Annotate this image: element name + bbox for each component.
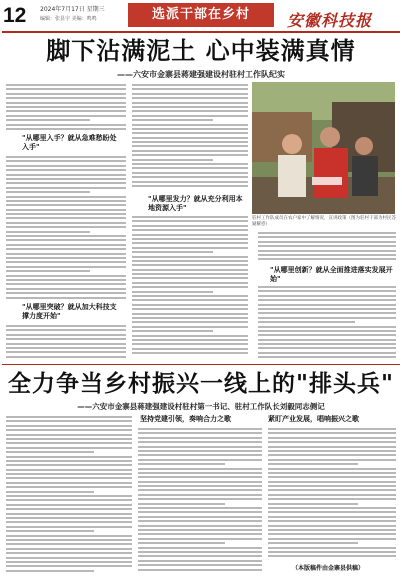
text-line-placeholder <box>138 529 262 531</box>
text-line-placeholder <box>6 124 126 126</box>
text-line-placeholder <box>132 220 248 222</box>
text-line-placeholder <box>6 517 132 519</box>
text-line-placeholder <box>258 254 396 256</box>
text-line-placeholder <box>268 516 396 518</box>
article1-headline: 脚下沾满泥土 心中装满真情 <box>46 37 356 65</box>
page-number: 12 <box>3 4 27 27</box>
text-line-placeholder <box>6 239 126 241</box>
text-line-placeholder <box>268 503 358 505</box>
text-line-placeholder <box>268 446 396 448</box>
text-line-placeholder <box>132 269 248 271</box>
text-line-placeholder <box>132 172 248 174</box>
text-line-placeholder <box>258 295 396 297</box>
article1-subhead-3: "从哪里发力？就从充分利用本地资源入手" <box>148 195 243 212</box>
text-line-placeholder <box>132 335 248 337</box>
text-line-placeholder <box>138 511 262 513</box>
text-line-placeholder <box>132 141 248 143</box>
text-line-placeholder <box>132 176 248 178</box>
newspaper-brand: 安徽科技报 <box>287 11 373 30</box>
text-line-placeholder <box>132 137 248 139</box>
text-line-placeholder <box>132 163 248 165</box>
text-line-placeholder <box>6 257 126 259</box>
text-line-placeholder <box>132 159 213 161</box>
text-line-placeholder <box>6 543 132 545</box>
text-line-placeholder <box>138 454 262 456</box>
article2-body-col3 <box>268 428 396 560</box>
text-line-placeholder <box>132 343 248 345</box>
text-line-placeholder <box>268 555 396 557</box>
text-line-placeholder <box>138 459 262 461</box>
text-line-placeholder <box>6 434 132 436</box>
text-line-placeholder <box>6 88 126 90</box>
text-line-placeholder <box>6 248 126 250</box>
text-line-placeholder <box>132 106 248 108</box>
text-line-placeholder <box>268 437 396 439</box>
text-line-placeholder <box>6 261 126 263</box>
text-line-placeholder <box>268 485 396 487</box>
text-line-placeholder <box>138 520 262 522</box>
text-line-placeholder <box>6 270 90 272</box>
text-line-placeholder <box>258 347 396 349</box>
article1-photo <box>252 82 395 214</box>
text-line-placeholder <box>138 564 262 566</box>
text-line-placeholder <box>6 115 126 117</box>
text-line-placeholder <box>258 356 396 358</box>
article1-subheadline: ——六安市金寨县蒋建强建设村驻村工作队纪实 <box>117 70 285 79</box>
text-line-placeholder <box>132 260 248 262</box>
text-line-placeholder <box>132 295 248 297</box>
text-line-placeholder <box>132 115 248 117</box>
text-line-placeholder <box>268 459 396 461</box>
text-line-placeholder <box>6 244 126 246</box>
text-line-placeholder <box>6 491 94 493</box>
text-line-placeholder <box>6 442 132 444</box>
text-line-placeholder <box>6 93 126 95</box>
text-line-placeholder <box>132 273 248 275</box>
text-line-placeholder <box>138 551 262 553</box>
text-line-placeholder <box>258 334 396 336</box>
text-line-placeholder <box>6 561 132 563</box>
text-line-placeholder <box>138 494 262 496</box>
text-line-placeholder <box>138 450 262 452</box>
text-line-placeholder <box>268 533 396 535</box>
editors-line: 编辑：张显宇 美编：鸣鸣 <box>40 16 97 22</box>
article2-subhead-1: 坚持党建引领，奏响合力之歌 <box>140 415 231 423</box>
article1-body-col2-a <box>132 84 248 192</box>
text-line-placeholder <box>268 547 396 549</box>
text-line-placeholder <box>132 229 248 231</box>
text-line-placeholder <box>6 200 126 202</box>
text-line-placeholder <box>268 481 396 483</box>
text-line-placeholder <box>258 286 396 288</box>
text-line-placeholder <box>258 290 396 292</box>
text-line-placeholder <box>132 299 248 301</box>
text-line-placeholder <box>6 235 126 237</box>
text-line-placeholder <box>6 182 126 184</box>
text-line-placeholder <box>6 84 126 86</box>
text-line-placeholder <box>258 241 396 243</box>
text-line-placeholder <box>258 317 396 319</box>
text-line-placeholder <box>6 283 126 285</box>
text-line-placeholder <box>6 526 132 528</box>
text-line-placeholder <box>258 352 396 354</box>
article1-body-col2-b <box>132 216 248 361</box>
text-line-placeholder <box>6 504 132 506</box>
text-line-placeholder <box>6 213 126 215</box>
text-line-placeholder <box>6 102 126 104</box>
text-line-placeholder <box>132 150 248 152</box>
text-line-placeholder <box>6 557 132 559</box>
text-line-placeholder <box>138 481 262 483</box>
text-line-placeholder <box>138 446 262 448</box>
text-line-placeholder <box>6 292 126 294</box>
text-line-placeholder <box>132 308 248 310</box>
text-line-placeholder <box>6 191 90 193</box>
text-line-placeholder <box>6 356 126 358</box>
text-line-placeholder <box>132 167 248 169</box>
article1-body-col3-a <box>258 232 396 262</box>
article2-subhead-2: 紧盯产业发展，唱响振兴之歌 <box>268 415 359 423</box>
text-line-placeholder <box>138 507 262 509</box>
article2-headline: 全力争当乡村振兴一线上的"排头兵" <box>8 371 394 397</box>
text-line-placeholder <box>6 438 132 440</box>
text-line-placeholder <box>132 326 248 328</box>
article1-body-col1-b <box>6 156 126 301</box>
text-line-placeholder <box>132 348 248 350</box>
text-line-placeholder <box>6 530 94 532</box>
text-line-placeholder <box>6 420 132 422</box>
text-line-placeholder <box>138 569 262 571</box>
text-line-placeholder <box>132 84 248 86</box>
text-line-placeholder <box>138 525 262 527</box>
text-line-placeholder <box>6 535 132 537</box>
text-line-placeholder <box>132 313 248 315</box>
text-line-placeholder <box>132 102 248 104</box>
article1-body-col1-c <box>6 325 126 361</box>
text-line-placeholder <box>6 521 132 523</box>
text-line-placeholder <box>268 529 396 531</box>
text-line-placeholder <box>132 238 248 240</box>
text-line-placeholder <box>132 291 213 293</box>
text-line-placeholder <box>138 489 262 491</box>
text-line-placeholder <box>6 548 132 550</box>
text-line-placeholder <box>132 352 248 354</box>
text-line-placeholder <box>268 489 396 491</box>
article1-subhead-4: "从哪里创新？就从全面推进落实发展开始" <box>270 266 393 283</box>
text-line-placeholder <box>138 533 262 535</box>
text-line-placeholder <box>6 231 90 233</box>
article1-subhead-2: "从哪里突破？就从加大科技支撑力度开始" <box>22 303 117 320</box>
text-line-placeholder <box>258 343 396 345</box>
text-line-placeholder <box>6 473 132 475</box>
text-line-placeholder <box>6 222 126 224</box>
text-line-placeholder <box>6 204 126 206</box>
article2-source-note: （本版稿件由金寨县供稿） <box>292 565 365 572</box>
issue-date: 2024年7月17日 星期三 <box>40 6 105 13</box>
text-line-placeholder <box>138 560 262 562</box>
text-line-placeholder <box>6 156 126 158</box>
village-scene-image <box>252 82 395 214</box>
text-line-placeholder <box>6 110 126 112</box>
text-line-placeholder <box>268 476 396 478</box>
text-line-placeholder <box>6 451 94 453</box>
text-line-placeholder <box>6 552 132 554</box>
text-line-placeholder <box>268 525 396 527</box>
article2-body-col2 <box>138 428 262 574</box>
text-line-placeholder <box>138 432 262 434</box>
text-line-placeholder <box>268 542 358 544</box>
text-line-placeholder <box>6 288 126 290</box>
text-line-placeholder <box>132 256 248 258</box>
text-line-placeholder <box>268 454 396 456</box>
article2-body-col1 <box>6 416 132 574</box>
text-line-placeholder <box>6 226 126 228</box>
text-line-placeholder <box>268 450 396 452</box>
text-line-placeholder <box>268 520 396 522</box>
text-line-placeholder <box>132 242 248 244</box>
text-line-placeholder <box>6 482 132 484</box>
text-line-placeholder <box>132 88 248 90</box>
text-line-placeholder <box>132 110 248 112</box>
text-line-placeholder <box>268 468 396 470</box>
text-line-placeholder <box>6 539 132 541</box>
text-line-placeholder <box>258 304 396 306</box>
text-line-placeholder <box>258 258 396 260</box>
text-line-placeholder <box>258 299 396 301</box>
text-line-placeholder <box>6 570 94 572</box>
column-title: 选派干部在乡村 <box>128 3 274 27</box>
text-line-placeholder <box>132 124 248 126</box>
text-line-placeholder <box>268 498 396 500</box>
text-line-placeholder <box>6 499 132 501</box>
text-line-placeholder <box>6 329 126 331</box>
text-line-placeholder <box>138 472 262 474</box>
text-line-placeholder <box>132 304 248 306</box>
text-line-placeholder <box>132 339 248 341</box>
text-line-placeholder <box>6 209 126 211</box>
text-line-placeholder <box>132 145 248 147</box>
text-line-placeholder <box>6 275 126 277</box>
text-line-placeholder <box>6 425 132 427</box>
text-line-placeholder <box>6 196 126 198</box>
section-divider <box>2 364 400 365</box>
text-line-placeholder <box>6 347 126 349</box>
text-line-placeholder <box>138 437 262 439</box>
text-line-placeholder <box>138 516 262 518</box>
text-line-placeholder <box>6 464 132 466</box>
text-line-placeholder <box>258 308 396 310</box>
text-line-placeholder <box>6 165 126 167</box>
text-line-placeholder <box>268 507 396 509</box>
text-line-placeholder <box>6 460 132 462</box>
text-line-placeholder <box>268 428 396 430</box>
text-line-placeholder <box>6 447 132 449</box>
text-line-placeholder <box>138 503 225 505</box>
article1-body-col1-a <box>6 84 126 132</box>
text-line-placeholder <box>138 476 262 478</box>
text-line-placeholder <box>132 234 248 236</box>
text-line-placeholder <box>6 119 90 121</box>
text-line-placeholder <box>132 282 248 284</box>
text-line-placeholder <box>132 93 248 95</box>
text-line-placeholder <box>138 441 262 443</box>
article2-subheadline: ——六安市金寨县蒋建强建设村驻村第一书记、驻村工作队长刘毅同志侧记 <box>77 402 325 411</box>
text-line-placeholder <box>268 441 396 443</box>
text-line-placeholder <box>258 312 396 314</box>
text-line-placeholder <box>138 485 262 487</box>
text-line-placeholder <box>138 538 262 540</box>
text-line-placeholder <box>138 542 225 544</box>
text-line-placeholder <box>268 432 396 434</box>
masthead <box>0 0 402 34</box>
text-line-placeholder <box>138 547 262 549</box>
text-line-placeholder <box>6 508 132 510</box>
text-line-placeholder <box>268 472 396 474</box>
text-line-placeholder <box>268 494 396 496</box>
text-line-placeholder <box>6 97 126 99</box>
text-line-placeholder <box>268 511 396 513</box>
text-line-placeholder <box>138 468 262 470</box>
text-line-placeholder <box>6 429 132 431</box>
text-line-placeholder <box>6 106 126 108</box>
text-line-placeholder <box>132 286 248 288</box>
text-line-placeholder <box>6 217 126 219</box>
text-line-placeholder <box>132 216 248 218</box>
text-line-placeholder <box>138 463 225 465</box>
text-line-placeholder <box>6 253 126 255</box>
text-line-placeholder <box>258 236 396 238</box>
text-line-placeholder <box>258 339 396 341</box>
text-line-placeholder <box>6 495 132 497</box>
text-line-placeholder <box>6 343 126 345</box>
text-line-placeholder <box>132 264 248 266</box>
text-line-placeholder <box>6 469 132 471</box>
text-line-placeholder <box>6 416 132 418</box>
text-line-placeholder <box>258 250 396 252</box>
text-line-placeholder <box>132 225 248 227</box>
text-line-placeholder <box>132 181 248 183</box>
text-line-placeholder <box>132 185 248 187</box>
text-line-placeholder <box>258 321 355 323</box>
text-line-placeholder <box>132 317 248 319</box>
text-line-placeholder <box>132 321 248 323</box>
text-line-placeholder <box>6 266 126 268</box>
article1-subhead-1: "从哪里入手？就从急难愁盼处入手" <box>22 134 117 151</box>
text-line-placeholder <box>6 297 126 299</box>
text-line-placeholder <box>258 326 396 328</box>
photo-caption: 驻村工作队成员在农户家中了解情况，宣讲政策（图为驻村干部为村民答疑解惑） <box>252 216 396 227</box>
text-line-placeholder <box>6 565 132 567</box>
text-line-placeholder <box>258 245 396 247</box>
text-line-placeholder <box>138 498 262 500</box>
text-line-placeholder <box>268 463 358 465</box>
text-line-placeholder <box>132 128 248 130</box>
text-line-placeholder <box>258 232 396 234</box>
text-line-placeholder <box>132 132 248 134</box>
text-line-placeholder <box>6 456 132 458</box>
text-line-placeholder <box>6 187 126 189</box>
text-line-placeholder <box>6 338 126 340</box>
text-line-placeholder <box>6 486 132 488</box>
text-line-placeholder <box>258 330 396 332</box>
text-line-placeholder <box>132 119 213 121</box>
text-line-placeholder <box>6 160 126 162</box>
text-line-placeholder <box>6 169 126 171</box>
text-line-placeholder <box>132 277 248 279</box>
text-line-placeholder <box>6 128 126 130</box>
text-line-placeholder <box>6 351 126 353</box>
text-line-placeholder <box>132 247 248 249</box>
text-line-placeholder <box>132 154 248 156</box>
text-line-placeholder <box>6 477 132 479</box>
text-line-placeholder <box>6 178 126 180</box>
text-line-placeholder <box>6 334 126 336</box>
text-line-placeholder <box>132 97 248 99</box>
article1-body-col3-b <box>258 286 396 360</box>
text-line-placeholder <box>138 555 262 557</box>
text-line-placeholder <box>6 174 126 176</box>
text-line-placeholder <box>6 279 126 281</box>
text-line-placeholder <box>132 330 213 332</box>
text-line-placeholder <box>138 428 262 430</box>
text-line-placeholder <box>6 513 132 515</box>
text-line-placeholder <box>268 538 396 540</box>
text-line-placeholder <box>268 551 396 553</box>
text-line-placeholder <box>6 325 126 327</box>
text-line-placeholder <box>132 251 213 253</box>
masthead-rule <box>2 31 400 33</box>
